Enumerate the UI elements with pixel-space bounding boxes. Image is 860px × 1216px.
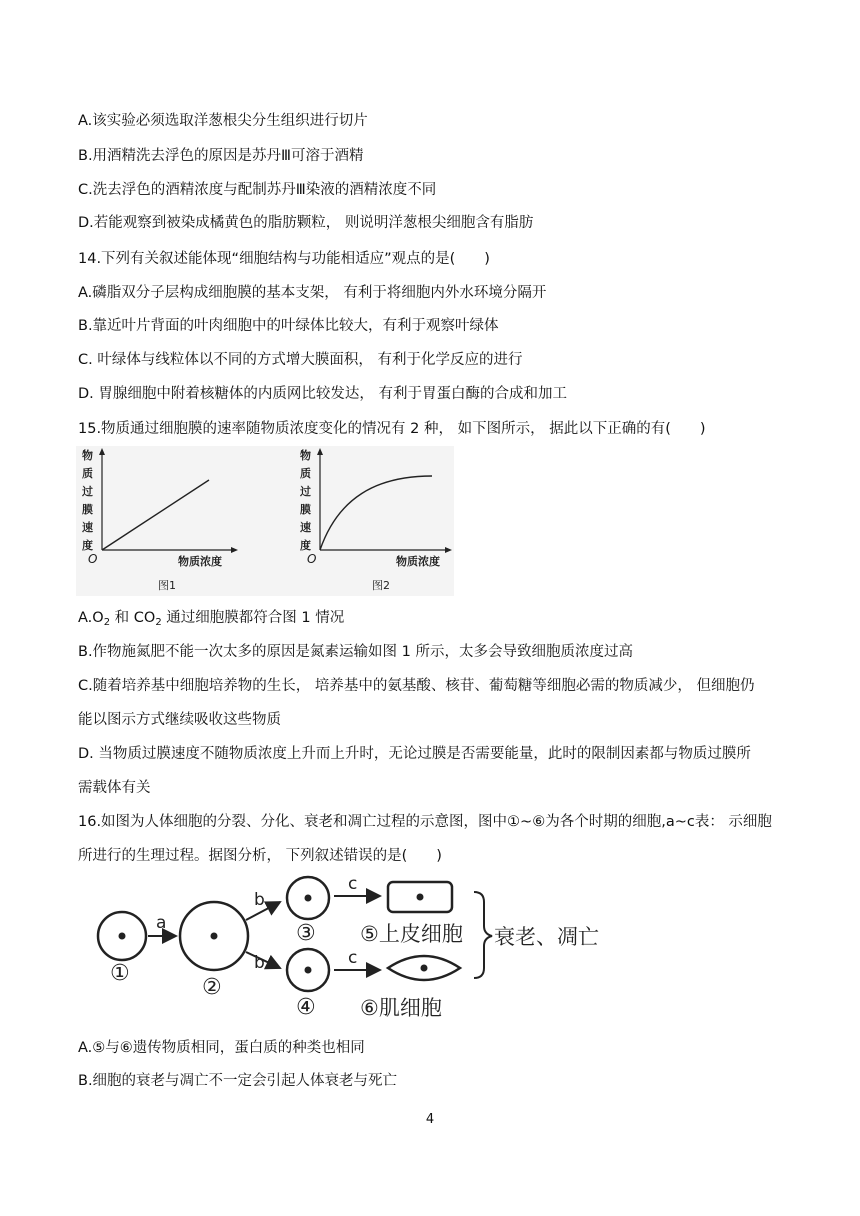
y-label-char: 度 <box>82 539 93 552</box>
y-label-char: 质 <box>82 467 93 480</box>
process-a-label: a <box>156 913 167 933</box>
q14-option-d: D. 胃腺细胞中附着核糖体的内质网比较发达， 有利于胃蛋白酶的合成和加工 <box>78 386 567 402</box>
q15-option-a: $A.O_2$ 和 $CO_2$ 通过细胞膜都符合图 1 情况 <box>78 610 345 628</box>
q16-stem-line1: 16.如图为人体细胞的分裂、分化、衰老和凋亡过程的示意图，图中①~⑥为各个时期的细胞,a~c表： 示细胞 <box>78 814 772 830</box>
q13-option-c: C.洗去浮色的酒精浓度与配制苏丹Ⅲ染液的酒精浓度不同 <box>78 182 437 198</box>
q14-option-c: C. 叶绿体与线粒体以不同的方式增大膜面积， 有利于化学反应的进行 <box>78 352 523 368</box>
y-label-char: 速 <box>300 521 311 534</box>
q15-option-b: B.作物施氮肥不能一次太多的原因是氮素运输如图 1 所示，太多会导致细胞质浓度过高 <box>78 644 633 660</box>
y-label-char: 速 <box>82 521 93 534</box>
y-label-char: 度 <box>300 539 311 552</box>
q16-figure <box>90 868 620 1023</box>
process-c-label-up: c <box>348 874 358 894</box>
q16-option-a: A.⑤与⑥遗传物质相同，蛋白质的种类也相同 <box>78 1040 365 1056</box>
q13-option-a: A.该实验必须选取洋葱根尖分生组织进行切片 <box>78 113 368 129</box>
y-label-char: 物 <box>82 449 93 462</box>
cell-5-label: ⑤上皮细胞 <box>360 922 463 946</box>
page-number: 4 <box>425 1112 435 1127</box>
y-label-char: 质 <box>300 467 311 480</box>
origin-label: O <box>307 552 317 566</box>
q15-stem: 15.物质通过细胞膜的速率随物质浓度变化的情况有 2 种， 如下图所示， 据此以下正确的有( ) <box>78 421 706 437</box>
q13-option-d: D.若能观察到被染成橘黄色的脂肪颗粒， 则说明洋葱根尖细胞含有脂肪 <box>78 215 534 231</box>
y-label-char: 过 <box>300 485 311 498</box>
x-axis-label: 物质浓度 <box>178 555 222 568</box>
label-1: ① <box>110 961 130 986</box>
process-c-label-down: c <box>348 948 358 968</box>
figure-caption-1: 图1 <box>158 579 176 592</box>
q15-option-d-line1: D. 当物质过膜速度不随物质浓度上升而上升时，无论过膜是否需要能量，此时的限制因素都与物质过膜所 <box>78 746 751 762</box>
x-axis-label: 物质浓度 <box>396 555 440 568</box>
brace <box>474 892 492 978</box>
q13-option-b: B.用酒精洗去浮色的原因是苏丹Ⅲ可溶于酒精 <box>78 148 364 164</box>
label-4: ④ <box>296 995 316 1020</box>
label-3: ③ <box>296 921 316 946</box>
q15-option-d-line2: 需载体有关 <box>78 780 151 796</box>
y-label-char: 膜 <box>82 503 93 516</box>
q15-option-c-line2: 能以图示方式继续吸收这些物质 <box>78 712 281 728</box>
label-2: ② <box>202 975 222 1000</box>
q15-option-c-line1: C.随着培养基中细胞培养物的生长， 培养基中的氨基酸、核苷、葡萄糖等细胞必需的物质减少， 但细胞仍 <box>78 678 755 694</box>
fate-label: 衰老、凋亡 <box>494 925 599 949</box>
q14-stem: 14.下列有关叙述能体现“细胞结构与功能相适应”观点的是( ) <box>78 251 490 267</box>
q16-option-b: B.细胞的衰老与凋亡不一定会引起人体衰老与死亡 <box>78 1073 398 1089</box>
process-b-label-up: b <box>254 890 265 910</box>
q16-stem-line2: 所进行的生理过程。据图分析， 下列叙述错误的是( ) <box>78 848 442 864</box>
process-b-label-down: b <box>254 953 265 973</box>
y-label-char: 膜 <box>300 503 311 516</box>
figure-caption-2: 图2 <box>372 579 390 592</box>
y-label-char: 物 <box>300 449 311 462</box>
q14-option-a: A.磷脂双分子层构成细胞膜的基本支架， 有利于将细胞内外水环境分隔开 <box>78 285 547 301</box>
q15-figure <box>76 446 454 596</box>
cell-6-label: ⑥肌细胞 <box>360 996 442 1020</box>
y-label-char: 过 <box>82 485 93 498</box>
origin-label: O <box>88 552 98 566</box>
q14-option-b: B.靠近叶片背面的叶肉细胞中的叶绿体比较大，有利于观察叶绿体 <box>78 318 499 334</box>
